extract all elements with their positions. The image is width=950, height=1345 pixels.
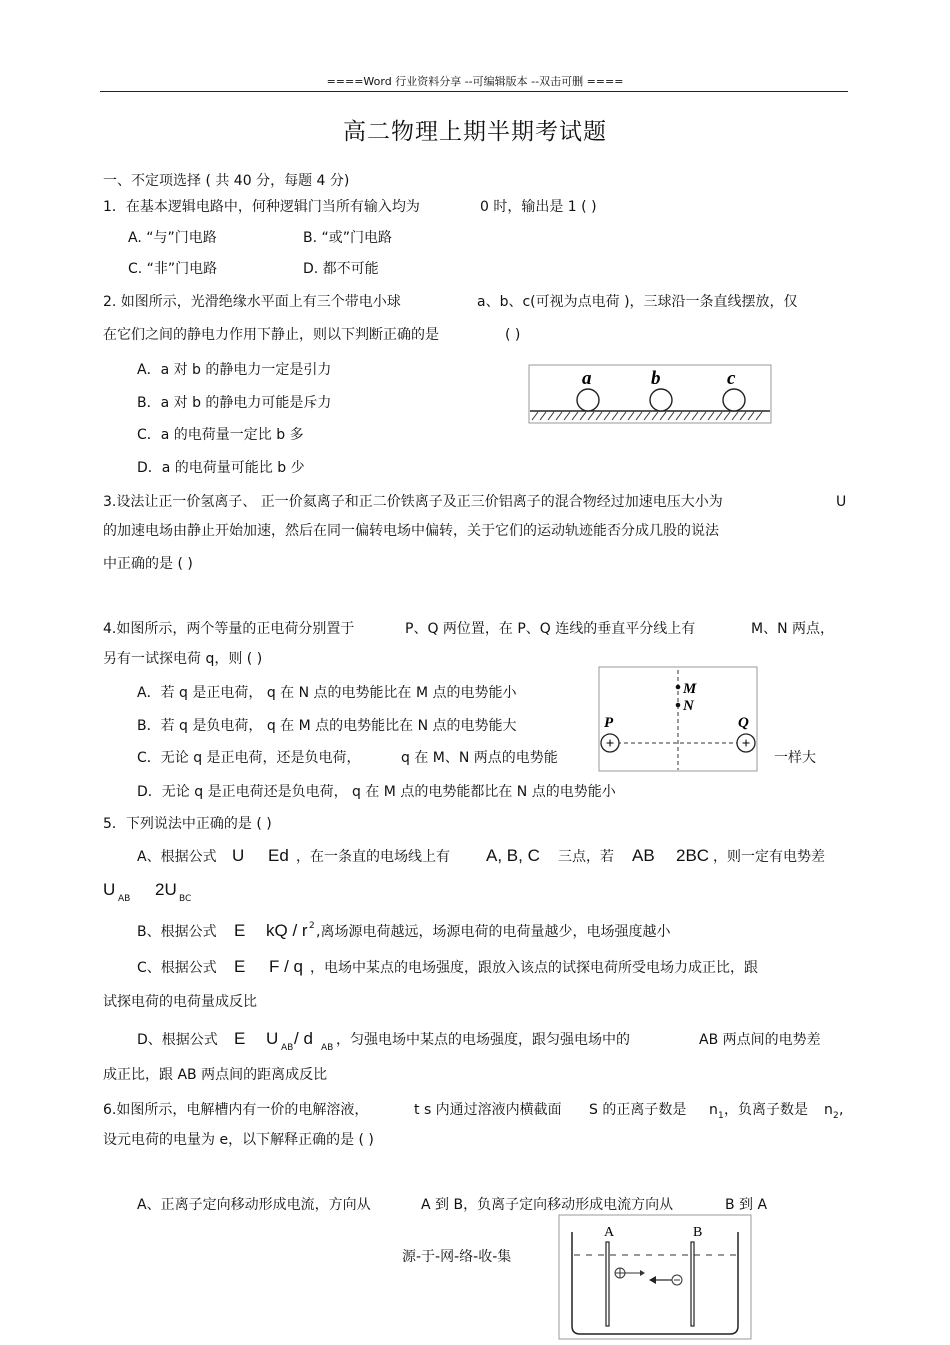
q5-c-formula: F / q (269, 957, 304, 976)
q5-d-text: ，匀强电场中某点的电场强度，跟匀强电场中的 (336, 1032, 630, 1048)
label-c: c (727, 368, 736, 389)
q3-line2: 的加速电场由静止开始加速，然后在同一偏转电场中偏转，关于它们的运动轨迹能否分成几股的说法 (103, 523, 719, 539)
q1-option-b: B. “或”门电路 (303, 230, 393, 246)
q4-line1-end: M、N 两点， (751, 621, 835, 637)
q3-line3: 中正确的是 ( ) (103, 556, 193, 572)
q2-line1-end: a、b、c(可视为点电荷 )，三球沿一条直线摆放，仅 (477, 294, 798, 310)
page-footer: 源-于-网-络-收-集 (402, 1249, 512, 1265)
ball-b (650, 389, 672, 411)
q6-figure-electrolytic-cell (558, 1214, 754, 1342)
q5-b-sup: 2 (309, 921, 315, 931)
q5-c-line2: 试探电荷的电荷量成反比 (103, 994, 257, 1010)
q4-option-d: D．无论 q 是正电荷还是负电荷， q 在 M 点的电势能都比在 N 点的电势能小 (137, 784, 616, 800)
q2-figure-balls (528, 364, 773, 426)
q4-option-c: C．无论 q 是正电荷，还是负电荷， (137, 750, 361, 766)
q2-line2-end: ( ) (505, 327, 521, 343)
label-electrode-b: B (693, 1225, 703, 1240)
label-n: N (683, 698, 694, 714)
q5-d-ab-sub1: AB (281, 1043, 294, 1053)
q5-stem: 5．下列说法中正确的是 ( ) (103, 816, 272, 832)
q5-a-2bc: 2BC (676, 846, 710, 865)
q5-c-e: E (234, 957, 246, 976)
q5-a2-bc-sub: BC (179, 894, 192, 904)
q2-line1: 2. 如图所示，光滑绝缘水平面上有三个带电小球 (103, 294, 401, 310)
q6-line1-b: t s 内通过溶液内横截面 (414, 1102, 562, 1118)
page-header: ====Word 行业资料分享 --可编辑版本 --双击可删 ==== (326, 75, 624, 88)
q1-option-d: D. 都不可能 (303, 261, 379, 277)
q5-d-u: U (266, 1029, 279, 1048)
q5-option-a-pre: A、根据公式 (137, 849, 217, 865)
q1-option-c: C. “非”门电路 (128, 261, 218, 277)
q5-a-text3: ，则一定有电势差 (713, 849, 825, 865)
q4-line1-mid: P、Q 两位置，在 P、Q 连线的垂直平分线上有 (405, 621, 696, 637)
q6-n2-sub: 2 (833, 1111, 839, 1121)
q5-a-text2: 三点，若 (558, 849, 614, 865)
q6-n1: n (709, 1102, 718, 1118)
q2-option-d: D．a 的电荷量可能比 b 少 (137, 460, 305, 476)
label-m: M (683, 681, 697, 697)
q5-option-d-pre: D、根据公式 (137, 1032, 218, 1048)
q4-option-b: B．若 q 是负电荷， q 在 M 点的电势能比在 N 点的电势能大 (137, 718, 517, 734)
q1-option-a: A. “与”门电路 (128, 230, 217, 246)
q5-option-c-pre: C、根据公式 (137, 960, 217, 976)
plus-p: + (605, 736, 615, 752)
q5-b-text: ,离场源电荷越远，场源电荷的电荷量越少，电场强度越小 (316, 924, 671, 940)
q4-figure-charges (598, 666, 760, 774)
q6-line1-e: ，负离子数是 (724, 1102, 808, 1118)
q5-a-text: ，在一条直的电场线上有 (296, 849, 450, 865)
q5-c-text: ，电场中某点的电场强度，跟放入该点的试探电荷所受电场力成正比，跟 (310, 960, 758, 976)
q4-line2: 另有一试探电荷 q，则 ( ) (103, 651, 263, 667)
q5-d-d: / d (294, 1029, 313, 1048)
q5-a-formula-u: U (232, 846, 245, 865)
q5-d-text2: AB 两点间的电势差 (699, 1032, 821, 1048)
q6-n1-sub: 1 (718, 1111, 724, 1121)
q4-option-a: A．若 q 是正电荷， q 在 N 点的电势能比在 M 点的电势能小 (137, 685, 517, 701)
point-m (676, 685, 681, 690)
q6-line2: 设元电荷的电量为 e，以下解释正确的是 ( ) (103, 1132, 374, 1148)
q5-a-formula-ed: Ed (268, 846, 289, 865)
q3-line1: 3.设法让正一价氢离子、 正一价氦离子和正二价铁离子及正三价铝离子的混合物经过加速电压大小为 (103, 494, 723, 510)
q6-option-a-mid: A 到 B，负离子定向移动形成电流方向从 (421, 1197, 674, 1213)
q5-b-formula: kQ / r (266, 921, 308, 940)
q1-stem: 1．在基本逻辑电路中，何种逻辑门当所有输入均为 (103, 199, 420, 215)
q3-line1-end: U (836, 494, 847, 510)
q1-stem-end: 0 时，输出是 1 ( ) (480, 199, 597, 215)
q4-line1: 4.如图所示，两个等量的正电荷分别置于 (103, 621, 355, 637)
q5-d-e: E (234, 1029, 246, 1048)
q5-d-line2: 成正比，跟 AB 两点间的距离成反比 (103, 1067, 328, 1083)
point-n (676, 703, 681, 708)
page-title: 高二物理上期半期考试题 (343, 119, 607, 145)
q2-line2: 在它们之间的静电力作用下静止，则以下判断正确的是 (103, 327, 439, 343)
q6-line1-c: S 的正离子数是 (589, 1102, 687, 1118)
q4-option-c-mid: q 在 M、N 两点的电势能 (401, 750, 558, 766)
q5-a2-u: U (103, 880, 116, 899)
label-p: P (604, 715, 614, 731)
q6-line1: 6.如图所示，电解槽内有一价的电解溶液， (103, 1102, 369, 1118)
q2-option-b: B．a 对 b 的静电力可能是斥力 (137, 395, 332, 411)
ball-a (577, 389, 599, 411)
label-electrode-a: A (604, 1225, 615, 1240)
q2-option-a: A．a 对 b 的静电力一定是引力 (137, 362, 332, 378)
label-q: Q (738, 715, 749, 731)
q4-option-c-end: 一样大 (774, 750, 816, 766)
q5-a-ab: AB (632, 846, 655, 865)
label-a: a (582, 368, 592, 389)
q5-d-ab-sub2: AB (321, 1043, 334, 1053)
q5-b-e: E (234, 921, 246, 940)
ball-c (723, 389, 745, 411)
q2-option-c: C．a 的电荷量一定比 b 多 (137, 427, 304, 443)
q6-line1-comma: , (839, 1102, 844, 1118)
plus-q: + (741, 736, 751, 752)
q6-option-a: A、正离子定向移动形成电流，方向从 (137, 1197, 371, 1213)
q6-n2: n (824, 1102, 833, 1118)
electrode-a (606, 1242, 609, 1326)
q5-a2-2u: 2U (155, 880, 177, 899)
q5-a2-ab-sub: AB (118, 894, 131, 904)
q5-option-b-pre: B、根据公式 (137, 924, 217, 940)
electrode-b (691, 1242, 694, 1326)
label-b: b (651, 368, 661, 389)
q5-a-points: A, B, C (486, 846, 540, 865)
header-rule (100, 91, 848, 92)
section-heading: 一、不定项选择 ( 共 40 分，每题 4 分) (103, 173, 350, 189)
q6-option-a-end: B 到 A (725, 1197, 768, 1213)
